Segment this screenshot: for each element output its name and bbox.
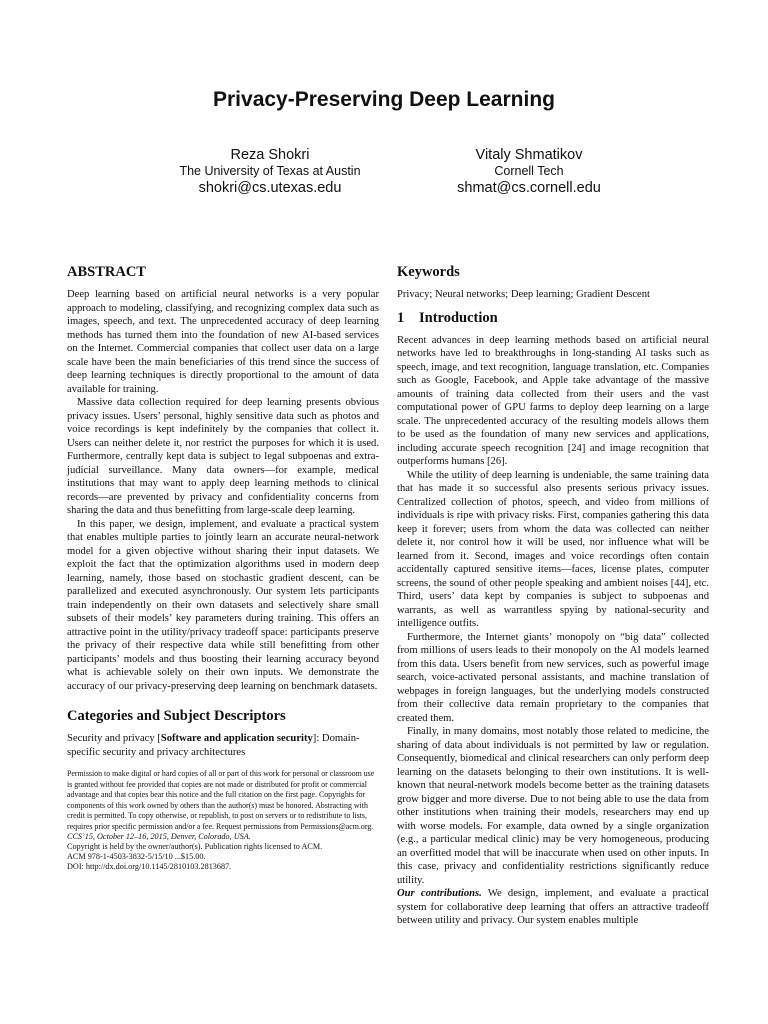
isbn-info: ACM 978-1-4503-3832-5/15/10 ...$15.00. bbox=[67, 852, 206, 861]
categories-prefix: Security and privacy [ bbox=[67, 733, 161, 744]
categories-bold: Software and application security bbox=[160, 733, 313, 744]
intro-paragraph: Furthermore, the Internet giants’ monopoly on “big data” collected from millions of users leads to their monopoly on the AI models learned from this data. Users benefit from new services, such as powerful image search, voice-activated personal assistants, and machine translation of webpages in foreign languages, but the underlying models constructed from their collective data remain proprietary to the companies that created them. bbox=[397, 631, 709, 724]
left-column bbox=[67, 262, 379, 872]
conference-info: CCS’15, October 12–16, 2015, Denver, Colorado, USA. bbox=[67, 832, 251, 841]
contributions-paragraph bbox=[397, 887, 709, 928]
abstract-heading: ABSTRACT bbox=[67, 264, 146, 280]
contributions-text: We design, implement, and evaluate a practical system for collaborative deep learning that offers an attractive tradeoff between utility and privacy. Our system enables multiple bbox=[397, 888, 710, 926]
categories-suffix: ]: Domain-specific security and privacy architectures bbox=[67, 733, 360, 758]
author-name: Vitaly Shmatikov bbox=[475, 147, 583, 163]
abstract-paragraph: In this paper, we design, implement, and evaluate a practical system that enables multiple parties to jointly learn an accurate neural-network model for a given objective without sharing their input datasets. We exploit the fact that the optimization algorithms used in modern deep learning, namely, those based on stochastic gradient descent, can be parallelized and executed asynchronously. Our system lets participants train independently on their own datasets and selectively share small subsets of their models’ key parameters during training. This offers an attractive point in the utility/privacy tradeoff space: participants preserve the privacy of their respective data while still benefitting from other participants’ models and thus boosting their learning accuracy beyond what is achievable solely on their own inputs. We demonstrate the accuracy of our privacy-preserving deep learning on benchmark datasets. bbox=[67, 518, 379, 692]
copyright-info: Copyright is held by the owner/author(s). Publication rights licensed to ACM. bbox=[67, 842, 323, 851]
intro-paragraph: Finally, in many domains, most notably those related to medicine, the sharing of data about individuals is not permitted by law or regulation. Consequently, biomedical and clinical researchers can only perform deep learning on the datasets belonging to their own institutions. It is well-known that neural-network models become better as the training datasets grow bigger and more diverse. Due to not being able to use the data from other institutions when training their models, researchers may end up with worse models. For example, data owned by a single organization (e.g., a particular medical clinic) may be very homogeneous, producing an overfitted model that will be inaccurate when used on other inputs. In this case, privacy and confidentiality restrictions significantly reduce utility. bbox=[397, 726, 709, 886]
permission-text: Permission to make digital or hard copies of all or part of this work for personal or classroom use is granted without fee provided that copies are not made or distributed for profit or commercial advantage and that copies bear this notice and the full citation on the first page. Copyrights for components of this work owned by others than the author(s) must be honored. Abstracting with credit is permitted. To copy otherwise, or republish, to post on servers or to redistribute to lists, requires prior specific permission and/or a fee. Request permissions from Permissions@acm.org. bbox=[67, 769, 375, 831]
section-number: 1 bbox=[397, 309, 405, 326]
author-name: Reza Shokri bbox=[230, 147, 310, 163]
author-email: shmat@cs.cornell.edu bbox=[457, 180, 601, 196]
permission-block bbox=[67, 769, 379, 872]
author-affiliation: Cornell Tech bbox=[494, 164, 564, 178]
intro-paragraph: Recent advances in deep learning methods based on artificial neural networks have led to breakthroughs in long-standing AI tasks such as speech, image, and text recognition, language translation, etc. Companies such as Google, Facebook, and Apple take advantage of the massive amounts of training data collected from their users and the vast computational power of GPU farms to deploy deep learning on a large scale. The unprecedented accuracy of the resulting models allows them to be used as the foundation of many new services and applications, including accurate speech recognition [24] and image recognition that outperforms humans [26]. bbox=[397, 334, 709, 467]
keywords-text: Privacy; Neural networks; Deep learning; Gradient Descent bbox=[397, 289, 650, 300]
author-email: shokri@cs.utexas.edu bbox=[198, 180, 342, 196]
author-block-1 bbox=[140, 146, 400, 197]
right-column bbox=[397, 262, 709, 928]
author-affiliation: The University of Texas at Austin bbox=[179, 164, 361, 178]
abstract-paragraph: Deep learning based on artificial neural networks is a very popular approach to modeling, classifying, and recognizing complex data such as images, speech, and text. The unprecedented accuracy of deep learning methods has turned them into the foundation of new AI-based services on the Internet. Commercial companies that collect user data on a large scale have been the main beneficiaries of this trend since the success of deep learning techniques is directly proportional to the amount of data available for training. bbox=[67, 289, 379, 395]
abstract-paragraph: Massive data collection required for deep learning presents obvious privacy issues. Users’ personal, highly sensitive data such as photos and voice recordings is kept indefinitely by the companies that collect it. Users can neither delete it, nor restrict the purposes for which it is used. Furthermore, centrally kept data is subject to legal subpoenas and extra-judicial surveillance. Many data owners—for example, medical institutions that may want to apply deep learning methods to clinical records—are prevented by privacy and confidentiality concerns from sharing the data and thus benefitting from large-scale deep learning. bbox=[67, 397, 379, 516]
intro-heading bbox=[397, 308, 709, 328]
categories-text bbox=[67, 732, 379, 759]
contributions-lead: Our contributions. bbox=[397, 888, 482, 899]
paper-title: Privacy-Preserving Deep Learning bbox=[213, 88, 555, 111]
author-block-2 bbox=[398, 146, 660, 197]
section-title: Introduction bbox=[419, 309, 498, 326]
keywords-heading: Keywords bbox=[397, 264, 460, 280]
intro-paragraph: While the utility of deep learning is undeniable, the same training data that has made it so successful also presents serious privacy issues. Centralized collection of photos, speech, and video from millions of individuals is ripe with privacy risks. First, companies gathering this data keep it forever; users from whom the data was collected can neither delete it, nor control how it will be used, nor influence what will be learned from it. Second, images and voice recordings often contain accidentally captured sensitive items—faces, license plates, computer screens, the sound of other people speaking and ambient noises [44], etc. Third, users’ data kept by companies is subject to subpoenas and warrants, as well as warrantless spying by national-security and intelligence outfits. bbox=[397, 469, 709, 629]
doi-info: DOI: http://dx.doi.org/10.1145/2810103.2813687. bbox=[67, 862, 232, 871]
categories-heading: Categories and Subject Descriptors bbox=[67, 708, 286, 724]
